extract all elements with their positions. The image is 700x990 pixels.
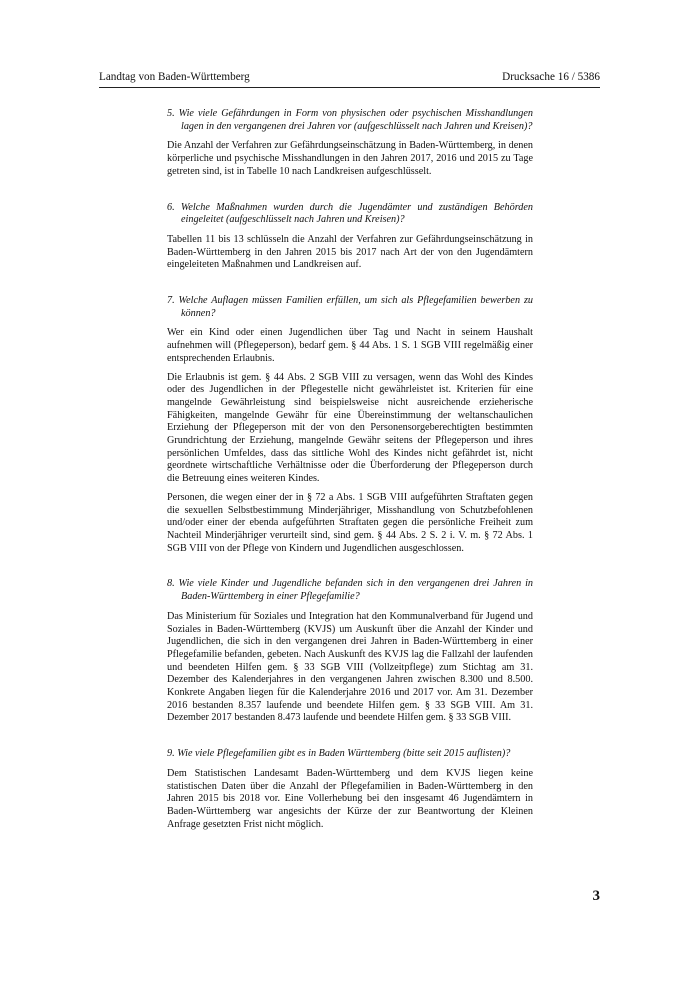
page-number: 3 — [592, 888, 600, 904]
question-9: 9. Wie viele Pflegefamilien gibt es in Baden Württemberg (bitte seit 2015 auflisten)? — [167, 748, 511, 760]
section-question-9 — [167, 748, 533, 831]
document-body — [167, 108, 533, 837]
question-8: 8. Wie viele Kinder und Jugendliche befanden sich in den vergangenen drei Jahren in Baden-Württemberg in einer Pflegefamilie? — [167, 578, 533, 603]
header-rule — [99, 87, 600, 88]
section-question-8 — [167, 578, 533, 725]
header-document-number: Drucksache 16 / 5386 — [502, 71, 600, 83]
section-question-5 — [167, 108, 533, 179]
page-header — [99, 70, 600, 86]
answer-9-paragraph: Dem Statistischen Landesamt Baden-Württemberg und dem KVJS liegen keine statistischen Daten über die Anzahl der Pflegefamilien in Baden-Württemberg in den Jahren 2015 bis 2018 vor. Eine Vollerhebung bei den insgesamt 46 Jugendämtern in Baden-Württemberg war angesichts der Kürze der zur Beantwortung der Kleinen Anfrage gesetzten Frist nicht möglich. — [167, 767, 533, 830]
answer-8-paragraph: Das Ministerium für Soziales und Integration hat den Kommunalverband für Jugend und Soziales in Baden-Württemberg (KVJS) um Auskunft über die Anzahl der Kinder und Jugendlichen, die sich in den vergangenen drei Jahren in Baden-Württemberg in einer Pflegefamilie befanden, gebeten. Nach Auskunft des KVJS lag die Fallzahl der laufenden und beendeten Hilfen gem. § 33 SGB VIII (Vollzeitpflege) zum Stichtag am 31. Dezember des Kalenderjahres in den vergangenen Jahren zwischen 8.300 und 8.500. Konkrete Angaben liegen für die Kalenderjahre 2016 und 2017 vor. Am 31. Dezember 2016 bestanden 8.357 laufende und beendete Hilfen gem. § 33 SGB VIII. Am 31. Dezember 2017 bestanden 8.473 laufende und beendete Hilfen gem. § 33 SGB VIII. — [167, 610, 533, 724]
section-question-6 — [167, 202, 533, 273]
question-5: 5. Wie viele Gefährdungen in Form von physischen oder psychischen Misshandlungen lagen in den vergangenen drei Jahren vor (aufgeschlüsselt nach Jahren und Kreisen)? — [167, 108, 533, 132]
answer-7-paragraph-3: Personen, die wegen einer der in § 72 a Abs. 1 SGB VIII aufgeführten Straftaten gegen die sexuellen Selbstbestimmung Minderjähriger, Misshandlung von Schutzbefohlenen und/oder einer der ebenda aufgeführten Straftaten gegen die persönliche Freiheit zum Nachteil Minderjähriger verurteilt sind, sind gem. § 44 Abs. 2 S. 2 i. V. m. § 72 Abs. 1 SGB VIII von der Pflege von Kindern und Jugendlichen ausgeschlossen. — [167, 491, 533, 554]
answer-6-paragraph: Tabellen 11 bis 13 schlüsseln die Anzahl der Verfahren zur Gefährdungseinschätzung in Baden-Württemberg in den Jahren 2015 bis 2017 nach Art der von den Jugendämtern eingeleiteten Maßnahmen und Landkreisen auf. — [167, 233, 533, 271]
answer-7-paragraph-1: Wer ein Kind oder einen Jugendlichen über Tag und Nacht in seinem Haushalt aufnehmen will (Pflegeperson), bedarf gem. § 44 Abs. 1 S. 1 SGB VIII regelmäßig einer entsprechenden Erlaubnis. — [167, 327, 533, 364]
answer-5-paragraph: Die Anzahl der Verfahren zur Gefährdungseinschätzung in Baden-Württemberg, in denen körperliche und psychische Misshandlungen in den Jahren 2017, 2016 und 2015 zu Tage getreten sind, ist in Tabelle 10 nach Landkreisen aufgeschlüsselt. — [167, 140, 533, 177]
question-7: 7. Welche Auflagen müssen Familien erfüllen, um sich als Pflegefamilien bewerben zu können? — [167, 295, 533, 319]
section-question-7 — [167, 295, 533, 555]
header-parliament: Landtag von Baden-Württemberg — [99, 71, 250, 83]
question-6: 6. Welche Maßnahmen wurden durch die Jugendämter und zuständigen Behörden eingeleitet (aufgeschlüsselt nach Jahren und Kreisen)? — [167, 201, 533, 226]
answer-7-paragraph-2: Die Erlaubnis ist gem. § 44 Abs. 2 SGB VIII zu versagen, wenn das Wohl des Kindes oder des Jugendlichen in der Pflegestelle nicht gewährleistet ist. Kriterien für eine mangelnde Gewährleistung sind beispielsweise nicht ausreichende erzieherische Fähigkeiten, mangelnde Gewähr für eine Übereinstimmung der weltanschaulichen Erziehung der Pflegeperson mit der von den Personensorgeberechtigten bestimmten Grundrichtung der Erziehung, mangelnde Gewähr seitens der Pflegeperson und ihres persönlichen Umfeldes, dass das sittliche Wohl des Kindes nicht gefährdet ist, nicht geordnete wirtschaftliche Verhältnisse oder die Überforderung der Pflegeperson durch die Betreuung eines weiteren Kindes. — [167, 371, 533, 485]
